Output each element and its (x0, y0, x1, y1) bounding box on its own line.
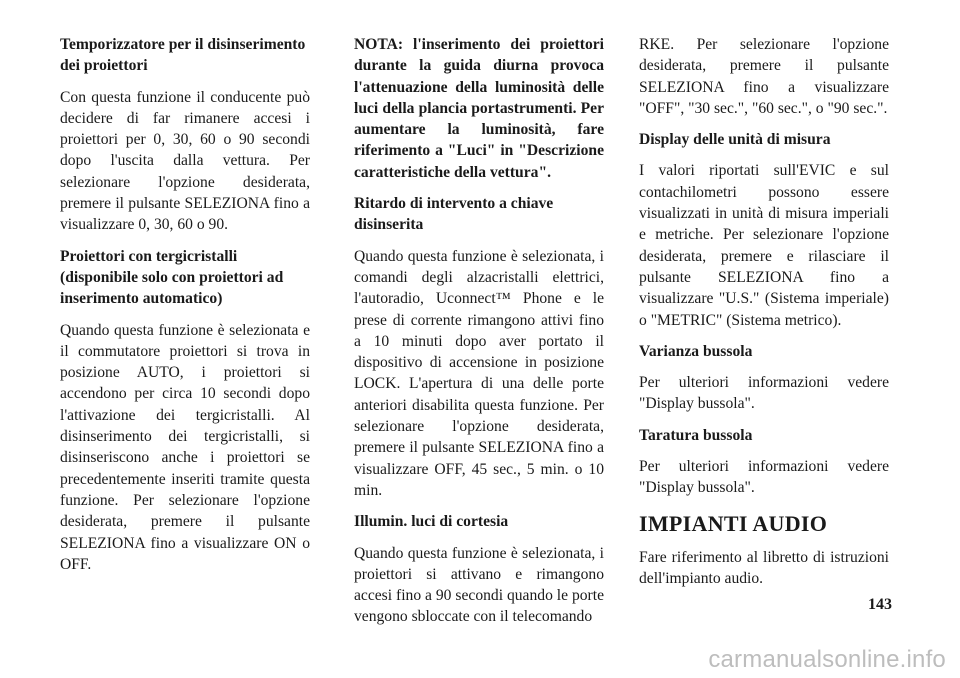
heading-compass-calibration: Taratura bussola (639, 426, 753, 444)
heading-courtesy-lights: Illumin. luci di cortesia (354, 513, 509, 531)
paragraph-units-display: I valori riportati sull'EVIC e sul contachilometri possono essere visualizzati in unità di misura imperiali e metriche. Per selezionare l'opzione desiderata, premere e rilasciare il pulsante SELEZIONA fino a visualizzare "U.S." (Sistema imperiale) o "METRIC" (Sistema metrico). (639, 162, 889, 329)
page-number: 143 (868, 596, 892, 613)
section-title-audio-systems: IMPIANTI AUDIO (639, 510, 828, 536)
column-middle (354, 34, 604, 638)
heading-headlights-with-wipers: Proiettori con tergicristalli (disponibile solo con proiettori ad inserimento automatico) (60, 247, 284, 308)
paragraph-key-off-delay: Quando questa funzione è selezionata, i comandi degli alzacristalli elettrici, l'autoradio, Uconnect™ Phone e le prese di corrente rimangono attivi fino a 10 minuti dopo aver portato il dispositivo di accensione in posizione LOCK. L'apertura di una delle porte anteriori disabilita questa funzione. Per selezionare l'opzione desiderata, premere il pulsante SELEZIONA fino a visualizzare OFF, 45 sec., 5 min. o 10 min. (354, 247, 604, 499)
column-left (60, 34, 310, 585)
watermark-logo: carmanualsonline.info (708, 646, 946, 673)
heading-headlight-off-timer: Temporizzatore per il disinserimento dei proiettori (60, 36, 306, 75)
heading-units-display: Display delle unità di misura (639, 131, 831, 149)
paragraph-headlights-with-wipers: Quando questa funzione è selezionata e il commutatore proiettori si trova in posizione AUTO, i proiettori si accendono per circa 10 secondi dopo l'attivazione dei tergicristalli. Al disinserimento dei tergicristalli, si disinseriscono anche i proiettori se precedentemente inseriti tramite questa funzione. Per selezionare l'opzione desiderata, premere il pulsante SELEZIONA fino a visualizzare ON o OFF. (60, 321, 310, 573)
paragraph-courtesy-lights: Quando questa funzione è selezionata, i proiettori si attivano e rimangono accesi fino a 90 secondi quando le porte vengono sbloccate con il telecomando (354, 544, 604, 626)
heading-compass-variance: Varianza bussola (639, 342, 753, 360)
paragraph-compass-calibration: Per ulteriori informazioni vedere "Display bussola". (639, 458, 889, 497)
paragraph-headlight-off-timer: Con questa funzione il conducente può decidere di far rimanere accesi i proiettori per 0, 30, 60 o 90 secondi dopo l'uscita dalla vettura. Per selezionare l'opzione desiderata, premere il pulsante SELEZIONA fino a visualizzare 0, 30, 60 o 90. (60, 88, 310, 234)
heading-key-off-delay: Ritardo di intervento a chiave disinserita (354, 195, 554, 234)
paragraph-audio-systems: Fare riferimento al libretto di istruzioni dell'impianto audio. (639, 548, 889, 587)
paragraph-courtesy-lights-continued: RKE. Per selezionare l'opzione desiderata, premere il pulsante SELEZIONA fino a visualizzare "OFF", "30 sec.", "60 sec.", o "90 sec.". (639, 36, 889, 117)
note-paragraph: NOTA: l'inserimento dei proiettori durante la guida diurna provoca l'attenuazione della luminosità delle luci della plancia portastrumenti. Per aumentare la luminosità, fare riferimento a "Luci" in "Descrizione caratteristiche della vettura". (354, 36, 604, 181)
paragraph-compass-variance: Per ulteriori informazioni vedere "Display bussola". (639, 374, 889, 413)
column-right (639, 34, 889, 599)
